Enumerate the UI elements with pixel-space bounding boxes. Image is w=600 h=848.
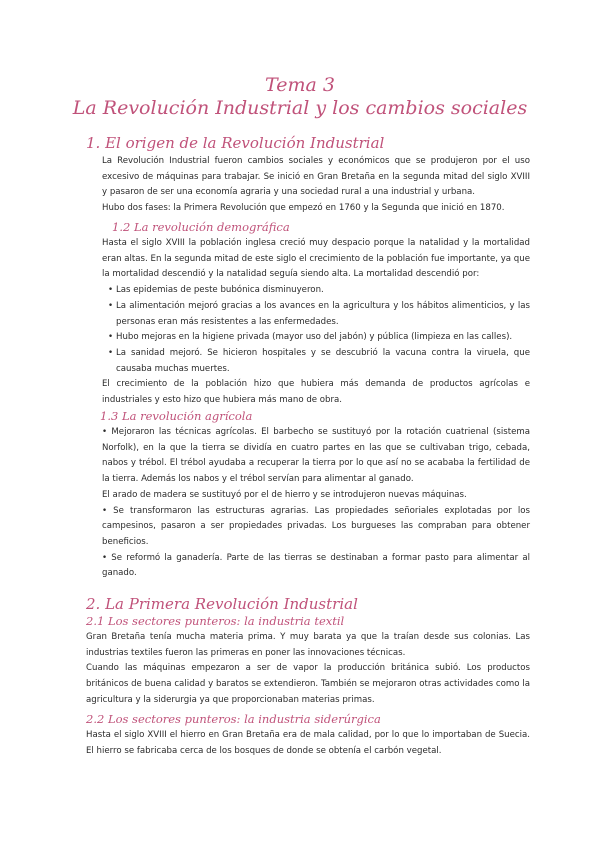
paragraph: Hubo dos fases: la Primera Revolución que empezó en 1760 y la Segunda que inició en 1870. [102,203,505,214]
paragraph: • Mejoraron las técnicas agrícolas. El barbecho se sustituyó por la rotación cuatrienal (sistema Norfolk), en la que la tierra se dividía en cuatro partes en las que se cultivaban trigo, cebada, nabos y trébol. El trébol ayudaba a recuperar la tierra por lo que así no se acababa la fertilidad de la tierra. Además los nabos y el trébol servían para alimentar al ganado. [102,427,530,485]
subsection-1-3-heading: 1.3 La revolución agrícola [100,409,253,423]
paragraph: El arado de madera se sustituyó por el de hierro y se introdujeron nuevas máquinas. [102,489,467,500]
paragraph: • Se reformó la ganadería. Parte de las tierras se destinaban a formar pasto para alimentar al ganado. [102,552,530,579]
bullet-list [108,283,530,377]
bullet-icon: • [108,347,114,358]
subsection-2-2-heading: 2.2 Los sectores punteros: la industria siderúrgica [86,712,381,726]
paragraph: La Revolución Industrial fueron cambios sociales y económicos que se produjeron por el uso excesivo de máquinas para trabajar. Se inició en Gran Bretaña en la segunda mitad del siglo XVIII y pasaron de ser una economía agraria y una sociedad rural a una industrial y urbana. [102,156,530,198]
section-1-heading: 1. El origen de la Revolución Industrial [86,134,385,152]
subsection-1-3-body [102,425,530,582]
document-title: La Revolución Industrial y los cambios sociales [72,97,528,119]
paragraph: Hasta el siglo XVIII la población inglesa creció muy despacio porque la natalidad y la mortalidad eran altas. En la segunda mitad de este siglo el crecimiento de la población fue importante, ya que la mortalidad descendió y la natalidad seguía siendo alta. La mortalidad descendió por: [102,238,530,280]
list-item: • Las epidemias de peste bubónica disminuyeron. [116,283,530,299]
bullet-icon: • [108,332,114,343]
subsection-2-1-body [86,630,530,709]
paragraph: Cuando las máquinas empezaron a ser de vapor la producción británica subió. Los productos británicos de buena calidad y baratos se extendieron. También se mejoraron otras actividades como la agricultura y la siderurgia ya que proporcionaban materias primas. [86,663,530,705]
list-item: • La alimentación mejoró gracias a los avances en la agricultura y los hábitos alimenticios, y las personas eran más resistentes a las enfermedades. [108,300,530,327]
paragraph: Hasta el siglo XVIII el hierro en Gran Bretaña era de mala calidad, por lo que lo importaban de Suecia. El hierro se fabricaba cerca de los bosques de donde se obtenía el carbón vegetal. [86,730,530,756]
bullet-icon: • [108,285,114,296]
paragraph: Gran Bretaña tenía mucha materia prima. Y muy barata ya que la traían desde sus colonias. Las industrias textiles fueron las primeras en poner las innovaciones técnicas. [86,632,530,658]
section-2-heading: 2. La Primera Revolución Industrial [86,595,358,613]
paragraph: El crecimiento de la población hizo que hubiera más demanda de productos agrícolas e industriales y esto hizo que hubiera más mano de obra. [102,379,530,406]
subsection-1-2-body [102,236,530,409]
bullet-icon: • [108,300,114,311]
list-item: • Hubo mejoras en la higiene privada (mayor uso del jabón) y pública (limpieza en las calles). [116,330,530,346]
subsection-2-2-body [86,728,530,759]
subsection-2-1-heading: 2.1 Los sectores punteros: la industria textil [86,614,345,628]
paragraph: • Se transformaron las estructuras agrarias. Las propiedades señoriales explotadas por los campesinos, pasaron a ser propiedades privadas. Los burgueses las compraban para obtener beneficios. [102,505,530,547]
section-1-intro [102,154,530,217]
subsection-1-2-heading: 1.2 La revolución demográfica [112,220,290,234]
document-title-topic: Tema 3 [265,74,335,96]
list-item: • La sanidad mejoró. Se hicieron hospitales y se descubrió la vacuna contra la viruela, que causaba muchas muertes. [108,347,530,374]
